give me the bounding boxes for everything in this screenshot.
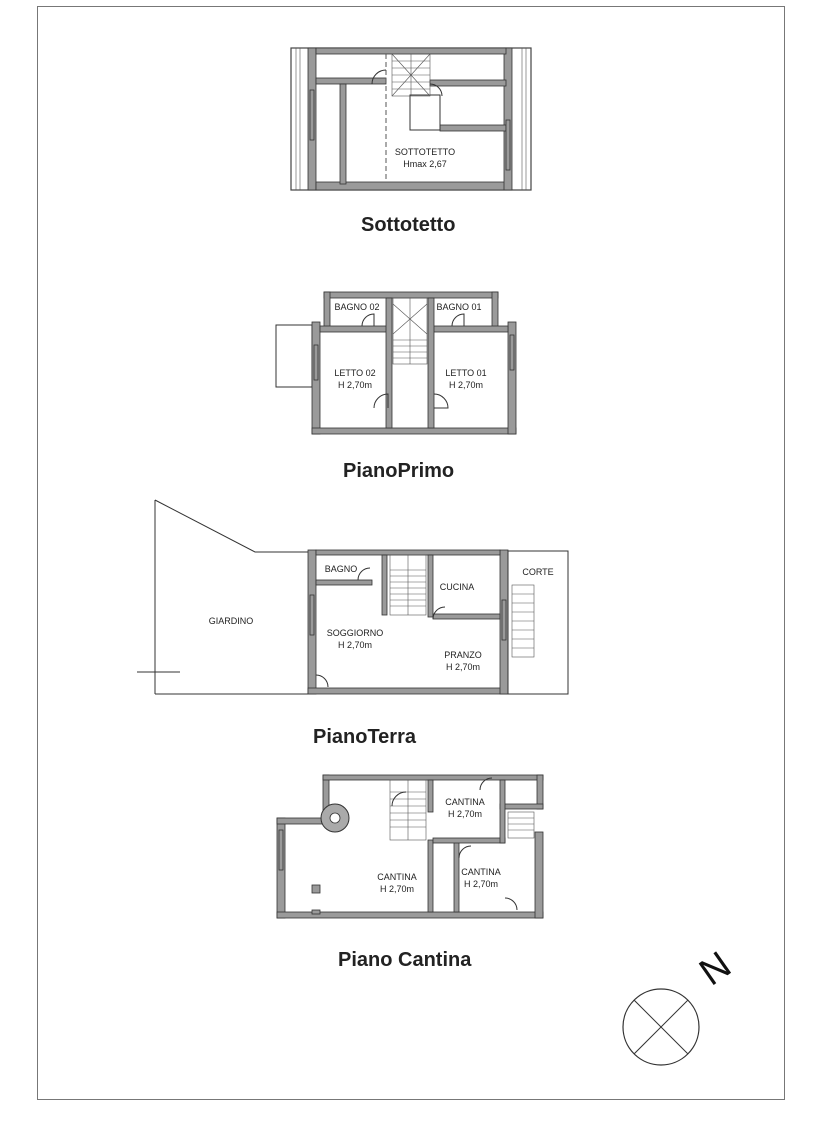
room-label: CANTINA (445, 797, 485, 807)
room-label: CORTE (522, 567, 554, 577)
room-height: H 2,70m (379, 884, 415, 894)
north-label: N (692, 944, 739, 995)
level-title-piano-primo: PianoPrimo (343, 460, 455, 482)
room-height: H 2,70m (463, 879, 499, 889)
room-label: GIARDINO (208, 616, 254, 626)
plan-piano-cantina (277, 775, 543, 918)
level-title-piano-cantina: Piano Cantina (338, 949, 472, 971)
level-title-sottotetto: Sottotetto (361, 214, 456, 236)
room-label: BAGNO 01 (436, 302, 482, 312)
room-height: H 2,70m (445, 662, 481, 672)
plan-piano-primo (276, 292, 516, 434)
room-label: LETTO 01 (445, 368, 487, 378)
room-label: LETTO 02 (334, 368, 376, 378)
room-height: H 2,70m (337, 380, 373, 390)
room-height: H 2,70m (448, 380, 484, 390)
plan-piano-terra (137, 500, 568, 694)
room-height: H 2,70m (447, 809, 483, 819)
room-label: BAGNO (324, 564, 358, 574)
compass-rose-icon (623, 989, 699, 1065)
room-label: BAGNO 02 (334, 302, 380, 312)
room-label: PRANZO (444, 650, 482, 660)
room-height: Hmax 2,67 (403, 159, 447, 169)
room-label: CUCINA (439, 582, 475, 592)
level-title-piano-terra: PianoTerra (313, 726, 416, 748)
room-label: SOTTOTETTO (394, 147, 456, 157)
room-height: H 2,70m (337, 640, 373, 650)
room-label: CANTINA (461, 867, 501, 877)
room-label: SOGGIORNO (326, 628, 384, 638)
room-label: CANTINA (377, 872, 417, 882)
